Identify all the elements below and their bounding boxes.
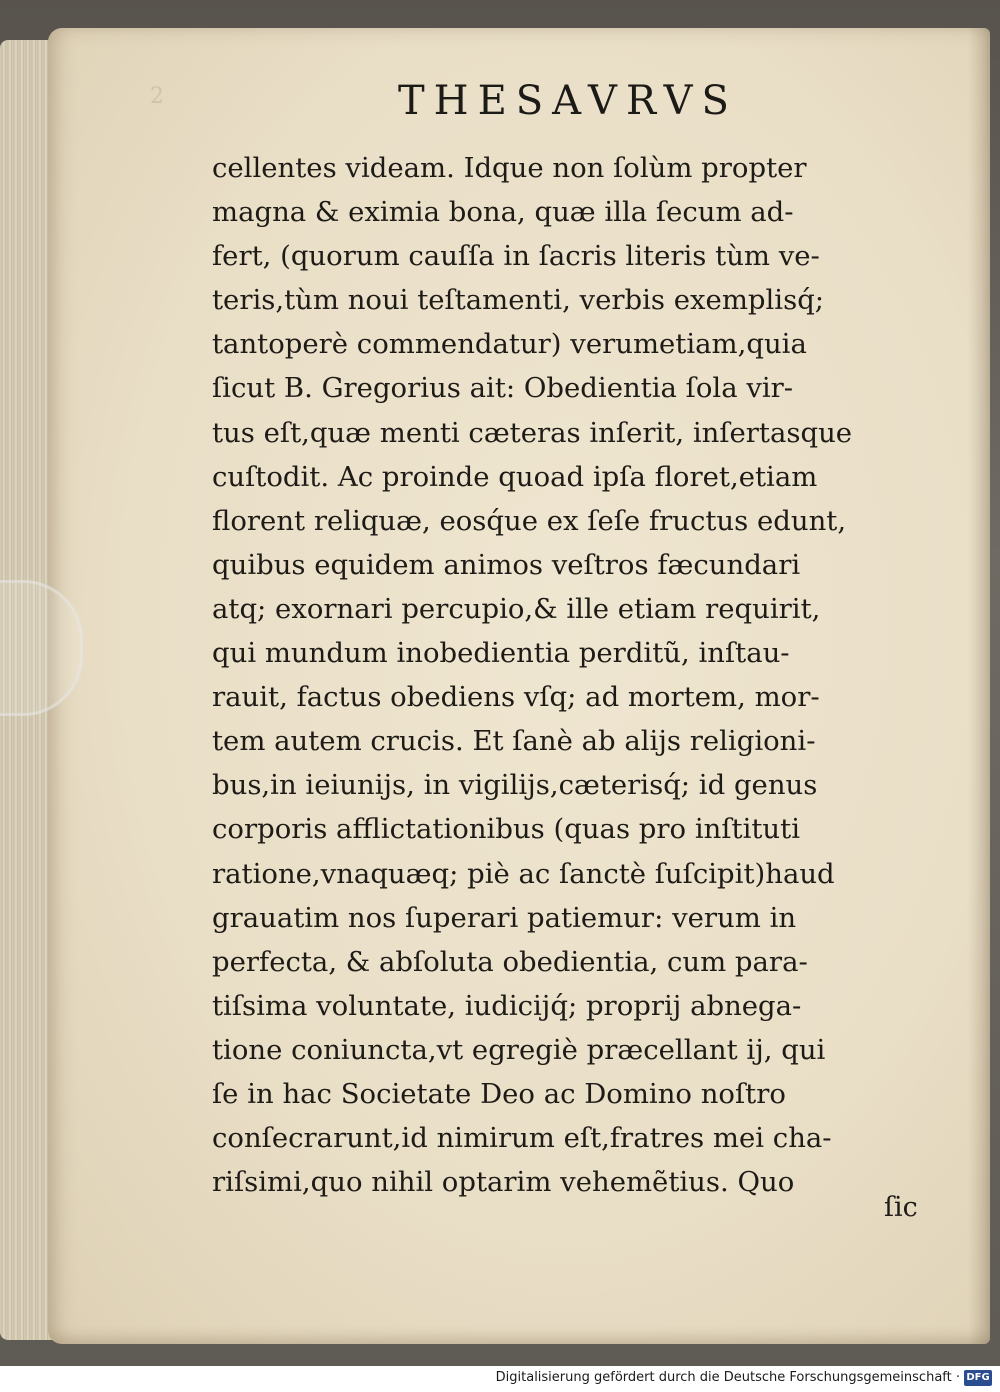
text-line: tiſsima voluntate, iudicijq́; proprij abnega- xyxy=(212,989,802,1022)
text-line: conſecrarunt,id nimirum eſt,fratres mei cha- xyxy=(212,1122,832,1155)
digitization-footer xyxy=(0,1366,1000,1392)
text-line: bus,in ieiunijs, in vigilijs,cæterisq́; id genus xyxy=(212,769,818,802)
footer-credit: Digitalisierung gefördert durch die Deutsche Forschungsgemeinschaft · xyxy=(495,1370,960,1385)
text-line: grauatim nos ſuperari patiemur: verum in xyxy=(212,901,797,934)
page-number: 2 xyxy=(150,84,164,109)
text-line: quibus equidem animos veſtros fæcundari xyxy=(212,548,801,581)
dfg-logo: DFG xyxy=(964,1370,992,1386)
text-line: tantoperè commendatur) verumetiam,quia xyxy=(212,328,807,361)
text-line: magna & eximia bona, quæ illa ſecum ad- xyxy=(212,196,794,229)
catchword: ſic xyxy=(884,1192,918,1223)
text-line: atq; exornari percupio,& ille etiam requirit, xyxy=(212,592,821,625)
text-line: fert, (quorum cauſſa in ſacris literis tùm ve- xyxy=(212,240,820,273)
text-line: perfecta, & abſoluta obedientia, cum para- xyxy=(212,945,808,978)
text-line: cellentes videam. Idque non ſolùm propter xyxy=(212,152,807,184)
text-line: riſsimi,quo nihil optarim vehemẽtius. Quo xyxy=(212,1166,795,1199)
body-text xyxy=(212,146,942,1204)
text-line: rauit, factus obediens vſq; ad mortem, mor- xyxy=(212,681,820,714)
running-header: THESAVRVS xyxy=(398,78,738,124)
page-fold-shadow xyxy=(968,28,990,1344)
text-line: ratione,vnaquæq; piè ac ſanctè ſuſcipit)haud xyxy=(212,857,835,890)
text-line: ſicut B. Gregorius ait: Obedientia ſola vir- xyxy=(212,372,794,405)
text-line: cuſtodit. Ac proinde quoad ipſa floret,etiam xyxy=(212,460,818,493)
text-line: tus eſt,quæ menti cæteras inſerit, inſertasque xyxy=(212,416,853,449)
text-line: corporis afflictationibus (quas pro inſtituti xyxy=(212,813,800,846)
text-line: tem autem crucis. Et ſanè ab alijs religioni- xyxy=(212,725,816,758)
text-line: ſe in hac Societate Deo ac Domino noſtro xyxy=(212,1077,786,1110)
text-line: florent reliquæ, eosq́ue ex ſeſe fructus edunt, xyxy=(212,504,847,537)
text-line: tione coniuncta,vt egregiè præcellant ij, qui xyxy=(212,1033,826,1066)
text-line: teris,tùm noui teſtamenti, verbis exemplisq́; xyxy=(212,284,825,317)
text-line: qui mundum inobedientia perditũ, inſtau- xyxy=(212,637,790,670)
